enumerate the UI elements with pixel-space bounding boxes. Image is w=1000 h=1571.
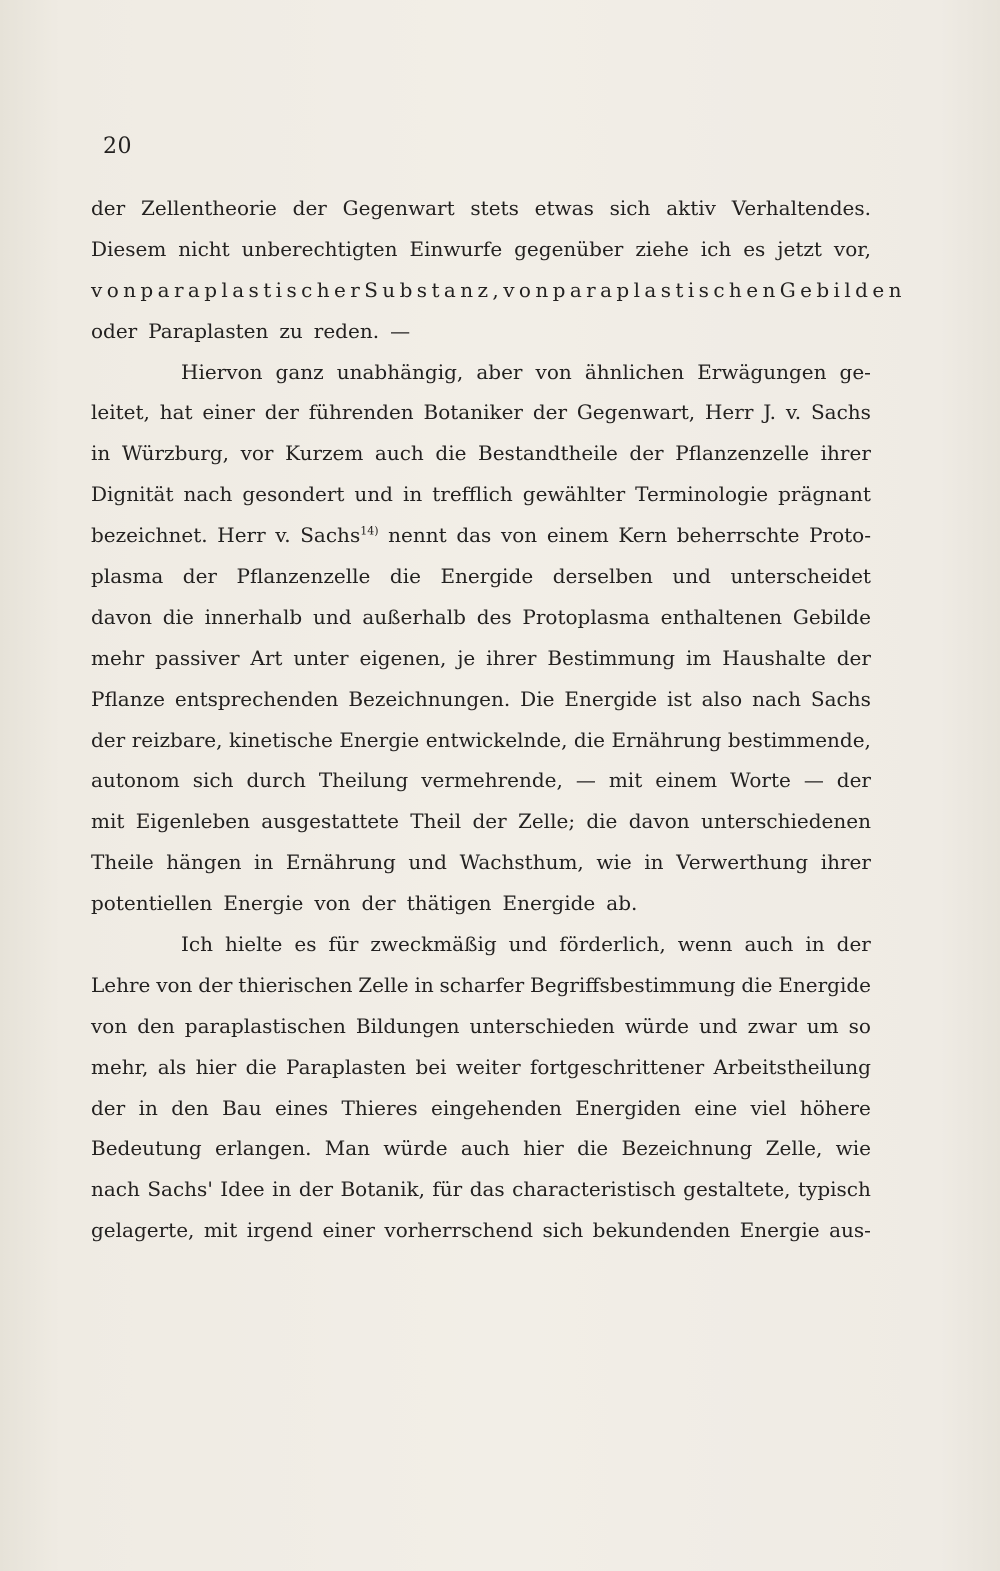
word: in [402, 482, 423, 507]
word: Gebilde [792, 604, 871, 629]
text-line [91, 883, 871, 924]
word: hier [523, 1136, 564, 1161]
word: zweckmäßig [370, 932, 497, 957]
word: — [575, 768, 596, 793]
word: erlangen. [214, 1136, 312, 1161]
word: für [328, 932, 359, 957]
word: Bildungen [355, 1013, 460, 1038]
word: für [432, 1177, 463, 1202]
word: scharfer [439, 972, 525, 997]
word: viel [750, 1095, 787, 1120]
word: es [294, 932, 317, 957]
word: nicht [178, 236, 230, 261]
word: das [456, 523, 492, 548]
word: und [699, 1013, 738, 1038]
word: mehr [91, 645, 145, 670]
word: und [508, 932, 548, 957]
word: gewählter [522, 482, 626, 507]
word: wenn [677, 932, 733, 957]
word: davon [91, 604, 152, 629]
word: Dignität [91, 482, 174, 507]
text-line [91, 1088, 871, 1129]
word: derselben [552, 564, 653, 589]
word: um [806, 1013, 839, 1038]
word: Sachs [810, 400, 871, 425]
word: Gegenwart, [576, 400, 696, 425]
word: ich [700, 236, 732, 261]
word: mit [203, 1218, 238, 1243]
word: jetzt [777, 236, 822, 261]
word: Energie [223, 891, 304, 916]
word: nach [752, 686, 801, 711]
word: Art [250, 645, 283, 670]
word: in [414, 972, 434, 997]
word: nach [183, 482, 233, 507]
word: einem [655, 768, 718, 793]
word: entsprechenden [174, 686, 339, 711]
word: ziehe [635, 236, 689, 261]
word: Theilung [318, 768, 409, 793]
word: Zelle, [765, 1136, 823, 1161]
word: gestaltete, [683, 1177, 791, 1202]
word: Hiervon [181, 359, 263, 384]
text-line [91, 965, 871, 1006]
word: Ich [181, 932, 213, 957]
word: außerhalb [362, 604, 466, 629]
word: die [586, 809, 618, 834]
word: die [573, 727, 605, 752]
word: Gebilden [779, 277, 906, 302]
word: von [500, 523, 538, 548]
text-line [91, 188, 871, 229]
word: Bestandtheile [478, 441, 618, 466]
word: unterschiedenen [700, 809, 871, 834]
word: thierischen [238, 972, 353, 997]
word: auch [744, 932, 794, 957]
word: enthaltenen [660, 604, 783, 629]
word: reizbare, [131, 727, 223, 752]
word: bestimmende, [727, 727, 871, 752]
word: Energide [564, 686, 658, 711]
word: Energide [502, 891, 596, 916]
word: die [577, 1136, 609, 1161]
word: Botanik, [340, 1177, 425, 1202]
word: von [314, 891, 351, 916]
word: der [264, 400, 299, 425]
footnote-reference: 14) [360, 524, 379, 538]
word: ist [666, 686, 692, 711]
word: auch [460, 1136, 510, 1161]
word: gesondert [242, 482, 345, 507]
word: irgend [246, 1218, 313, 1243]
text-line [91, 597, 871, 638]
text-line [91, 1047, 871, 1088]
word: reden. [313, 318, 380, 343]
word: Arbeitstheilung [713, 1054, 871, 1079]
word: Man [324, 1136, 371, 1161]
word: das [469, 1177, 505, 1202]
text-line [91, 1128, 871, 1169]
word: führenden [308, 400, 414, 425]
word: Energie [739, 1218, 820, 1243]
word: nennt [388, 523, 447, 548]
word: Paraplasten [148, 318, 269, 343]
word: Verwerthung [676, 850, 809, 875]
word: Eigenleben [135, 809, 250, 834]
word: v. [275, 523, 291, 548]
word: unabhängig, [336, 359, 464, 384]
text-line [91, 720, 871, 761]
word: Diesem [91, 236, 167, 261]
text-line [91, 270, 906, 311]
word: trefflich [432, 482, 513, 507]
page-number: 20 [103, 134, 132, 159]
word: Worte [730, 768, 791, 793]
word: höhere [799, 1095, 871, 1120]
word: mit [608, 768, 643, 793]
word: sich [609, 196, 651, 220]
word: Energiden [575, 1095, 681, 1120]
word: aber [476, 359, 523, 384]
word: J. [763, 400, 777, 425]
word: und [672, 564, 711, 589]
word: den [171, 1095, 209, 1120]
word: potentiellen [91, 891, 213, 916]
word: ihrer [820, 850, 871, 875]
word: Paraplasten [286, 1054, 407, 1079]
word: aus- [829, 1218, 871, 1243]
word: der [836, 768, 871, 793]
word: paraplastischen [184, 1013, 346, 1038]
word: Bedeutung [91, 1136, 202, 1161]
word: paraplastischen [552, 277, 780, 302]
text-line [91, 638, 871, 679]
word: als [157, 1054, 187, 1079]
word: Zelle; [517, 809, 576, 834]
word: hier [195, 1054, 237, 1079]
word: autonom [91, 768, 180, 793]
text-line [91, 229, 871, 270]
word: ihrer [820, 441, 871, 466]
word: vermehrende, [421, 768, 563, 793]
word: eine [694, 1095, 738, 1120]
word: davon [628, 809, 690, 834]
word: der [91, 1095, 126, 1120]
body-text [91, 188, 906, 1251]
word: weiter [455, 1054, 521, 1079]
word: unter [293, 645, 349, 670]
word: Einwurfe [409, 236, 503, 261]
word: die [162, 604, 194, 629]
word: vor, [833, 236, 871, 261]
word: beherrschte [676, 523, 800, 548]
word: eigenen, [359, 645, 447, 670]
word: Pflanzenzelle [236, 564, 371, 589]
word: der [472, 809, 507, 834]
word: der [91, 196, 126, 220]
word: hat [159, 400, 193, 425]
word: die [741, 972, 773, 997]
word: in [644, 850, 664, 875]
word: eingehenden [431, 1095, 562, 1120]
word: zu [279, 318, 303, 343]
word: vor [240, 441, 274, 466]
text-line [91, 311, 871, 352]
word: von [91, 1013, 128, 1038]
word: sich [542, 1218, 584, 1243]
word: Energide [440, 564, 534, 589]
word: Proto- [809, 523, 871, 548]
word: des [476, 604, 512, 629]
word: v. [785, 400, 802, 425]
word: der [629, 441, 664, 466]
word: Kurzem [285, 441, 364, 466]
word: und [312, 604, 352, 629]
word: wie [835, 1136, 871, 1161]
word: würde [383, 1136, 448, 1161]
word: Protoplasma [522, 604, 650, 629]
word: Botaniker [423, 400, 523, 425]
word: einer [202, 400, 255, 425]
word: ähnlichen [584, 359, 685, 384]
word: Idee [220, 1177, 265, 1202]
word: ganz [275, 359, 324, 384]
word: entwickelnde, [425, 727, 568, 752]
word: einer [322, 1218, 375, 1243]
word: prägnant [778, 482, 871, 507]
word: in [254, 850, 274, 875]
word: der [361, 891, 396, 916]
word: Herr [217, 523, 266, 548]
word: der [298, 1177, 334, 1202]
word: es [743, 236, 766, 261]
word: thätigen [406, 891, 492, 916]
word: und [408, 850, 447, 875]
word: nach [91, 1177, 140, 1202]
text-line [91, 556, 871, 597]
word: bei [415, 1054, 447, 1079]
word: wie [596, 850, 632, 875]
word: Sachs [810, 686, 871, 711]
word: der [198, 972, 233, 997]
word: Thieres [341, 1095, 418, 1120]
word: von [156, 972, 193, 997]
word: also [701, 686, 743, 711]
word: Pflanze [91, 686, 165, 711]
word: förderlich, [559, 932, 666, 957]
word: Erwägungen [697, 359, 827, 384]
word: Begriffsbestimmung [530, 972, 736, 997]
word: hängen [166, 850, 242, 875]
word: würde [624, 1013, 690, 1038]
word: sich [192, 768, 234, 793]
word: kinetische [228, 727, 333, 752]
text-line [91, 392, 871, 433]
text-line [91, 1169, 871, 1210]
word: Würzburg, [121, 441, 229, 466]
word: oder [91, 318, 138, 343]
word: in [91, 441, 111, 466]
word: plasma [91, 564, 164, 589]
word: Verhaltendes. [731, 196, 871, 220]
word: Herr [704, 400, 754, 425]
word: Substanz, [364, 277, 504, 302]
word: in [272, 1177, 292, 1202]
word: — [390, 318, 411, 343]
text-line [91, 433, 871, 474]
word: unberechtigten [241, 236, 398, 261]
word: gegenüber [514, 236, 624, 261]
word: Haushalte [722, 645, 826, 670]
word: gelagerte, [91, 1218, 195, 1243]
word: paraplastischer [140, 277, 365, 302]
word: von [503, 277, 553, 302]
word: in [138, 1095, 158, 1120]
word: der [91, 727, 126, 752]
word: den [137, 1013, 175, 1038]
text-line [91, 1210, 871, 1251]
word: Theile [91, 850, 154, 875]
word: unterschieden [469, 1013, 615, 1038]
word: die [389, 564, 421, 589]
word: leitet, [91, 400, 150, 425]
word: mehr, [91, 1054, 149, 1079]
word: der [836, 932, 871, 957]
word: hielte [225, 932, 283, 957]
word: ge- [839, 359, 871, 384]
word: der [532, 400, 568, 425]
word: Bau [222, 1095, 262, 1120]
word: Bezeichnungen. [348, 686, 511, 711]
word: characteristisch [512, 1177, 676, 1202]
word: innerhalb [204, 604, 303, 629]
word: zwar [747, 1013, 797, 1038]
word: von [91, 277, 141, 302]
word: stets [470, 196, 519, 220]
word: Ernährung [611, 727, 722, 752]
word: Terminologie [635, 482, 769, 507]
word: mit [91, 809, 125, 834]
word: durch [246, 768, 306, 793]
word: in [805, 932, 825, 957]
word: von [535, 359, 572, 384]
word: Bezeichnung [621, 1136, 753, 1161]
word: passiver [155, 645, 240, 670]
text-line [91, 352, 871, 393]
word: Zellentheorie [141, 196, 277, 220]
word: Theil [410, 809, 462, 834]
word: Zelle [358, 972, 409, 997]
word: aktiv [666, 196, 716, 220]
word: Kern [618, 523, 668, 548]
word: Energie [339, 727, 420, 752]
word: vorherrschend [384, 1218, 534, 1243]
word: Energide [778, 972, 871, 997]
word: im [685, 645, 712, 670]
word: Sachs' [147, 1177, 213, 1202]
text-line [91, 515, 871, 556]
text-line [91, 474, 871, 515]
word: Gegenwart [342, 196, 455, 220]
word: eines [274, 1095, 329, 1120]
word: typisch [798, 1177, 871, 1202]
word: einem [546, 523, 609, 548]
word: Wachsthum, [459, 850, 584, 875]
word: Pflanzenzelle [675, 441, 810, 466]
text-line [91, 679, 871, 720]
word: der [182, 564, 217, 589]
word: auch [374, 441, 424, 466]
word: ausgestattete [261, 809, 399, 834]
word: je [457, 645, 476, 670]
word: Die [520, 686, 555, 711]
word: und [354, 482, 393, 507]
word: unterscheidet [730, 564, 871, 589]
word: Ernährung [285, 850, 396, 875]
word: fortgeschrittener [529, 1054, 705, 1079]
text-line [91, 924, 871, 965]
word: Lehre [91, 972, 151, 997]
word: die [435, 441, 467, 466]
text-line [91, 842, 871, 883]
word: bekundenden [592, 1218, 731, 1243]
word: Bestimmung [547, 645, 676, 670]
word: so [848, 1013, 871, 1038]
word: — [803, 768, 824, 793]
word: die [245, 1054, 277, 1079]
word: bezeichnet. [91, 523, 208, 548]
text-line [91, 801, 871, 842]
word: der [836, 645, 871, 670]
word: Sachs$^{14)}$ [300, 523, 379, 548]
word: etwas [534, 196, 594, 220]
word: der [292, 196, 327, 220]
word: ab. [606, 891, 638, 916]
word: ihrer [486, 645, 537, 670]
text-line [91, 1006, 871, 1047]
text-line [91, 760, 871, 801]
